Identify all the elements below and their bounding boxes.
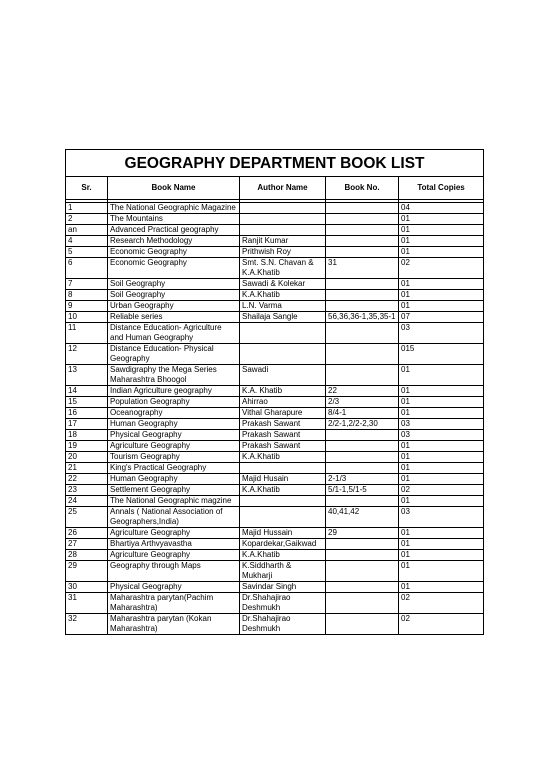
cell-total-copies: 01 — [399, 561, 484, 582]
cell-book-name: Soil Geography — [108, 290, 240, 301]
cell-book-name: Oceanography — [108, 408, 240, 419]
cell-total-copies: 02 — [399, 593, 484, 614]
cell-author-name: Majid Hussain — [240, 528, 326, 539]
cell-author-name: Dr.Shahajirao Deshmukh — [240, 593, 326, 614]
cell-author-name: Prakash Sawant — [240, 419, 326, 430]
table-row — [66, 301, 484, 312]
table-row — [66, 279, 484, 290]
column-header-book-no: Book No. — [326, 177, 399, 200]
cell-author-name: Sawadi — [240, 365, 326, 386]
cell-author-name: Prakash Sawant — [240, 441, 326, 452]
cell-total-copies: 015 — [399, 344, 484, 365]
cell-sr: 29 — [66, 561, 108, 582]
cell-author-name: Vithal Gharapure — [240, 408, 326, 419]
cell-total-copies: 01 — [399, 441, 484, 452]
cell-book-no — [326, 593, 399, 614]
cell-sr: 18 — [66, 430, 108, 441]
cell-book-name: Sawdigraphy the Mega Series Maharashtra Bhoogol — [108, 365, 240, 386]
cell-total-copies: 04 — [399, 203, 484, 214]
table-body — [66, 203, 484, 635]
cell-book-no — [326, 463, 399, 474]
cell-total-copies: 01 — [399, 528, 484, 539]
cell-book-no: 31 — [326, 258, 399, 279]
cell-author-name — [240, 463, 326, 474]
cell-sr: 8 — [66, 290, 108, 301]
table-row — [66, 452, 484, 463]
cell-author-name: Ranjit Kumar — [240, 236, 326, 247]
cell-sr: 9 — [66, 301, 108, 312]
cell-author-name: K.A.Khatib — [240, 452, 326, 463]
cell-author-name — [240, 323, 326, 344]
cell-author-name: Shailaja Sangle — [240, 312, 326, 323]
cell-total-copies: 01 — [399, 463, 484, 474]
cell-book-no — [326, 550, 399, 561]
header-row — [66, 177, 484, 200]
cell-sr: 1 — [66, 203, 108, 214]
cell-book-name: Bhartiya Arthvyavastha — [108, 539, 240, 550]
cell-book-name: King's Practical Geography — [108, 463, 240, 474]
cell-author-name: Prakash Sawant — [240, 430, 326, 441]
cell-book-no — [326, 214, 399, 225]
cell-author-name: Smt. S.N. Chavan & K.A.Khatib — [240, 258, 326, 279]
table-row — [66, 397, 484, 408]
table-row — [66, 419, 484, 430]
cell-book-name: Agriculture Geography — [108, 441, 240, 452]
cell-author-name: K.A. Khatib — [240, 386, 326, 397]
cell-book-no — [326, 236, 399, 247]
table-row — [66, 528, 484, 539]
cell-sr: 32 — [66, 614, 108, 635]
cell-sr: 25 — [66, 507, 108, 528]
table-row — [66, 365, 484, 386]
cell-book-no: 22 — [326, 386, 399, 397]
cell-book-no — [326, 582, 399, 593]
cell-author-name: K.A.Khatib — [240, 290, 326, 301]
page-title: GEOGRAPHY DEPARTMENT BOOK LIST — [66, 150, 484, 177]
column-header-sr: Sr. — [66, 177, 108, 200]
cell-book-no: 29 — [326, 528, 399, 539]
cell-sr: 27 — [66, 539, 108, 550]
cell-book-name: Research Methodology — [108, 236, 240, 247]
cell-book-no: 2-1/3 — [326, 474, 399, 485]
cell-book-no — [326, 614, 399, 635]
table-row — [66, 312, 484, 323]
cell-book-name: Physical Geography — [108, 430, 240, 441]
cell-book-no — [326, 496, 399, 507]
cell-total-copies: 01 — [399, 214, 484, 225]
cell-book-no: 56,36,36-1,35,35-1 — [326, 312, 399, 323]
cell-author-name: Sawadi & Kolekar — [240, 279, 326, 290]
cell-book-no — [326, 539, 399, 550]
cell-total-copies: 01 — [399, 397, 484, 408]
cell-total-copies: 01 — [399, 290, 484, 301]
cell-book-no — [326, 323, 399, 344]
cell-book-no: 8/4-1 — [326, 408, 399, 419]
cell-sr: 14 — [66, 386, 108, 397]
cell-sr: an — [66, 225, 108, 236]
cell-author-name — [240, 225, 326, 236]
table-row — [66, 408, 484, 419]
cell-sr: 20 — [66, 452, 108, 463]
table-row — [66, 203, 484, 214]
column-header-book-name: Book Name — [108, 177, 240, 200]
cell-author-name: Ahirrao — [240, 397, 326, 408]
cell-book-no — [326, 430, 399, 441]
table-row — [66, 441, 484, 452]
cell-book-no: 5/1-1,5/1-5 — [326, 485, 399, 496]
cell-total-copies: 01 — [399, 582, 484, 593]
table-row — [66, 225, 484, 236]
cell-sr: 24 — [66, 496, 108, 507]
cell-sr: 2 — [66, 214, 108, 225]
cell-sr: 7 — [66, 279, 108, 290]
cell-sr: 21 — [66, 463, 108, 474]
cell-book-no: 2/3 — [326, 397, 399, 408]
cell-author-name: Kopardekar,Gaikwad — [240, 539, 326, 550]
cell-sr: 4 — [66, 236, 108, 247]
cell-total-copies: 01 — [399, 496, 484, 507]
cell-total-copies: 01 — [399, 539, 484, 550]
cell-author-name: K.A.Khatib — [240, 485, 326, 496]
cell-total-copies: 03 — [399, 430, 484, 441]
cell-book-name: Human Geography — [108, 474, 240, 485]
table-row — [66, 323, 484, 344]
title-row — [66, 150, 484, 177]
cell-book-name: Population Geography — [108, 397, 240, 408]
cell-author-name: L.N. Varma — [240, 301, 326, 312]
cell-book-name: The Mountains — [108, 214, 240, 225]
cell-sr: 26 — [66, 528, 108, 539]
cell-book-no: 2/2-1,2/2-2,30 — [326, 419, 399, 430]
cell-book-name: Physical Geography — [108, 582, 240, 593]
cell-author-name: Prithwish Roy — [240, 247, 326, 258]
cell-book-name: Settlement Geography — [108, 485, 240, 496]
cell-book-no — [326, 561, 399, 582]
table-row — [66, 430, 484, 441]
table-row — [66, 214, 484, 225]
cell-sr: 10 — [66, 312, 108, 323]
cell-book-no — [326, 441, 399, 452]
cell-book-name: The National Geographic Magazine — [108, 203, 240, 214]
table-row — [66, 614, 484, 635]
table-row — [66, 474, 484, 485]
cell-book-name: Maharashtra parytan(Pachim Maharashtra) — [108, 593, 240, 614]
cell-sr: 19 — [66, 441, 108, 452]
cell-author-name: K.A.Khatib — [240, 550, 326, 561]
cell-total-copies: 01 — [399, 386, 484, 397]
book-list-table — [65, 149, 484, 635]
cell-book-no — [326, 290, 399, 301]
column-header-total-copies: Total Copies — [399, 177, 484, 200]
cell-author-name: Dr.Shahajirao Deshmukh — [240, 614, 326, 635]
cell-sr: 13 — [66, 365, 108, 386]
table-row — [66, 582, 484, 593]
cell-book-no — [326, 344, 399, 365]
cell-total-copies: 03 — [399, 507, 484, 528]
cell-total-copies: 01 — [399, 474, 484, 485]
cell-book-no: 40,41,42 — [326, 507, 399, 528]
cell-author-name — [240, 344, 326, 365]
cell-book-name: Soil Geography — [108, 279, 240, 290]
cell-author-name: Savindar Singh — [240, 582, 326, 593]
cell-book-name: Maharashtra parytan (Kokan Maharashtra) — [108, 614, 240, 635]
cell-sr: 22 — [66, 474, 108, 485]
cell-book-name: Distance Education- Physical Geography — [108, 344, 240, 365]
cell-sr: 16 — [66, 408, 108, 419]
cell-book-no — [326, 203, 399, 214]
table-row — [66, 344, 484, 365]
table-row — [66, 539, 484, 550]
cell-author-name: Majid Husain — [240, 474, 326, 485]
cell-book-name: Economic Geography — [108, 258, 240, 279]
table-row — [66, 290, 484, 301]
cell-book-no — [326, 301, 399, 312]
table-row — [66, 550, 484, 561]
cell-author-name — [240, 496, 326, 507]
table-row — [66, 247, 484, 258]
table-row — [66, 236, 484, 247]
table-row — [66, 386, 484, 397]
cell-total-copies: 03 — [399, 323, 484, 344]
cell-total-copies: 02 — [399, 485, 484, 496]
cell-book-name: Advanced Practical geography — [108, 225, 240, 236]
cell-author-name — [240, 203, 326, 214]
cell-total-copies: 01 — [399, 550, 484, 561]
cell-total-copies: 02 — [399, 614, 484, 635]
cell-total-copies: 01 — [399, 236, 484, 247]
table-row — [66, 507, 484, 528]
cell-book-name: Urban Geography — [108, 301, 240, 312]
cell-sr: 12 — [66, 344, 108, 365]
cell-total-copies: 07 — [399, 312, 484, 323]
cell-book-name: Indian Agriculture geography — [108, 386, 240, 397]
cell-total-copies: 01 — [399, 408, 484, 419]
cell-book-name: Geography through Maps — [108, 561, 240, 582]
table-row — [66, 593, 484, 614]
cell-sr: 6 — [66, 258, 108, 279]
cell-book-name: Economic Geography — [108, 247, 240, 258]
cell-book-no — [326, 279, 399, 290]
cell-author-name — [240, 214, 326, 225]
cell-total-copies: 01 — [399, 365, 484, 386]
cell-author-name: K.Siddharth & Mukharji — [240, 561, 326, 582]
cell-book-name: Agriculture Geography — [108, 550, 240, 561]
table-row — [66, 485, 484, 496]
table-row — [66, 463, 484, 474]
cell-book-name: The National Geographic magzine — [108, 496, 240, 507]
cell-book-name: Human Geography — [108, 419, 240, 430]
column-header-author-name: Author Name — [240, 177, 326, 200]
cell-total-copies: 01 — [399, 301, 484, 312]
cell-sr: 31 — [66, 593, 108, 614]
cell-book-no — [326, 365, 399, 386]
cell-total-copies: 01 — [399, 225, 484, 236]
cell-sr: 15 — [66, 397, 108, 408]
cell-total-copies: 01 — [399, 247, 484, 258]
table-row — [66, 561, 484, 582]
cell-sr: 17 — [66, 419, 108, 430]
cell-sr: 23 — [66, 485, 108, 496]
cell-total-copies: 01 — [399, 279, 484, 290]
cell-book-name: Annals ( National Association of Geographers,India) — [108, 507, 240, 528]
cell-sr: 28 — [66, 550, 108, 561]
cell-total-copies: 03 — [399, 419, 484, 430]
table-row — [66, 496, 484, 507]
cell-book-name: Reliable series — [108, 312, 240, 323]
cell-book-no — [326, 247, 399, 258]
cell-book-name: Agriculture Geography — [108, 528, 240, 539]
cell-sr: 30 — [66, 582, 108, 593]
cell-book-no — [326, 452, 399, 463]
cell-book-no — [326, 225, 399, 236]
cell-book-name: Tourism Geography — [108, 452, 240, 463]
cell-sr: 5 — [66, 247, 108, 258]
cell-total-copies: 02 — [399, 258, 484, 279]
table-row — [66, 258, 484, 279]
cell-book-name: Distance Education- Agriculture and Human Geography — [108, 323, 240, 344]
cell-author-name — [240, 507, 326, 528]
cell-total-copies: 01 — [399, 452, 484, 463]
cell-sr: 11 — [66, 323, 108, 344]
